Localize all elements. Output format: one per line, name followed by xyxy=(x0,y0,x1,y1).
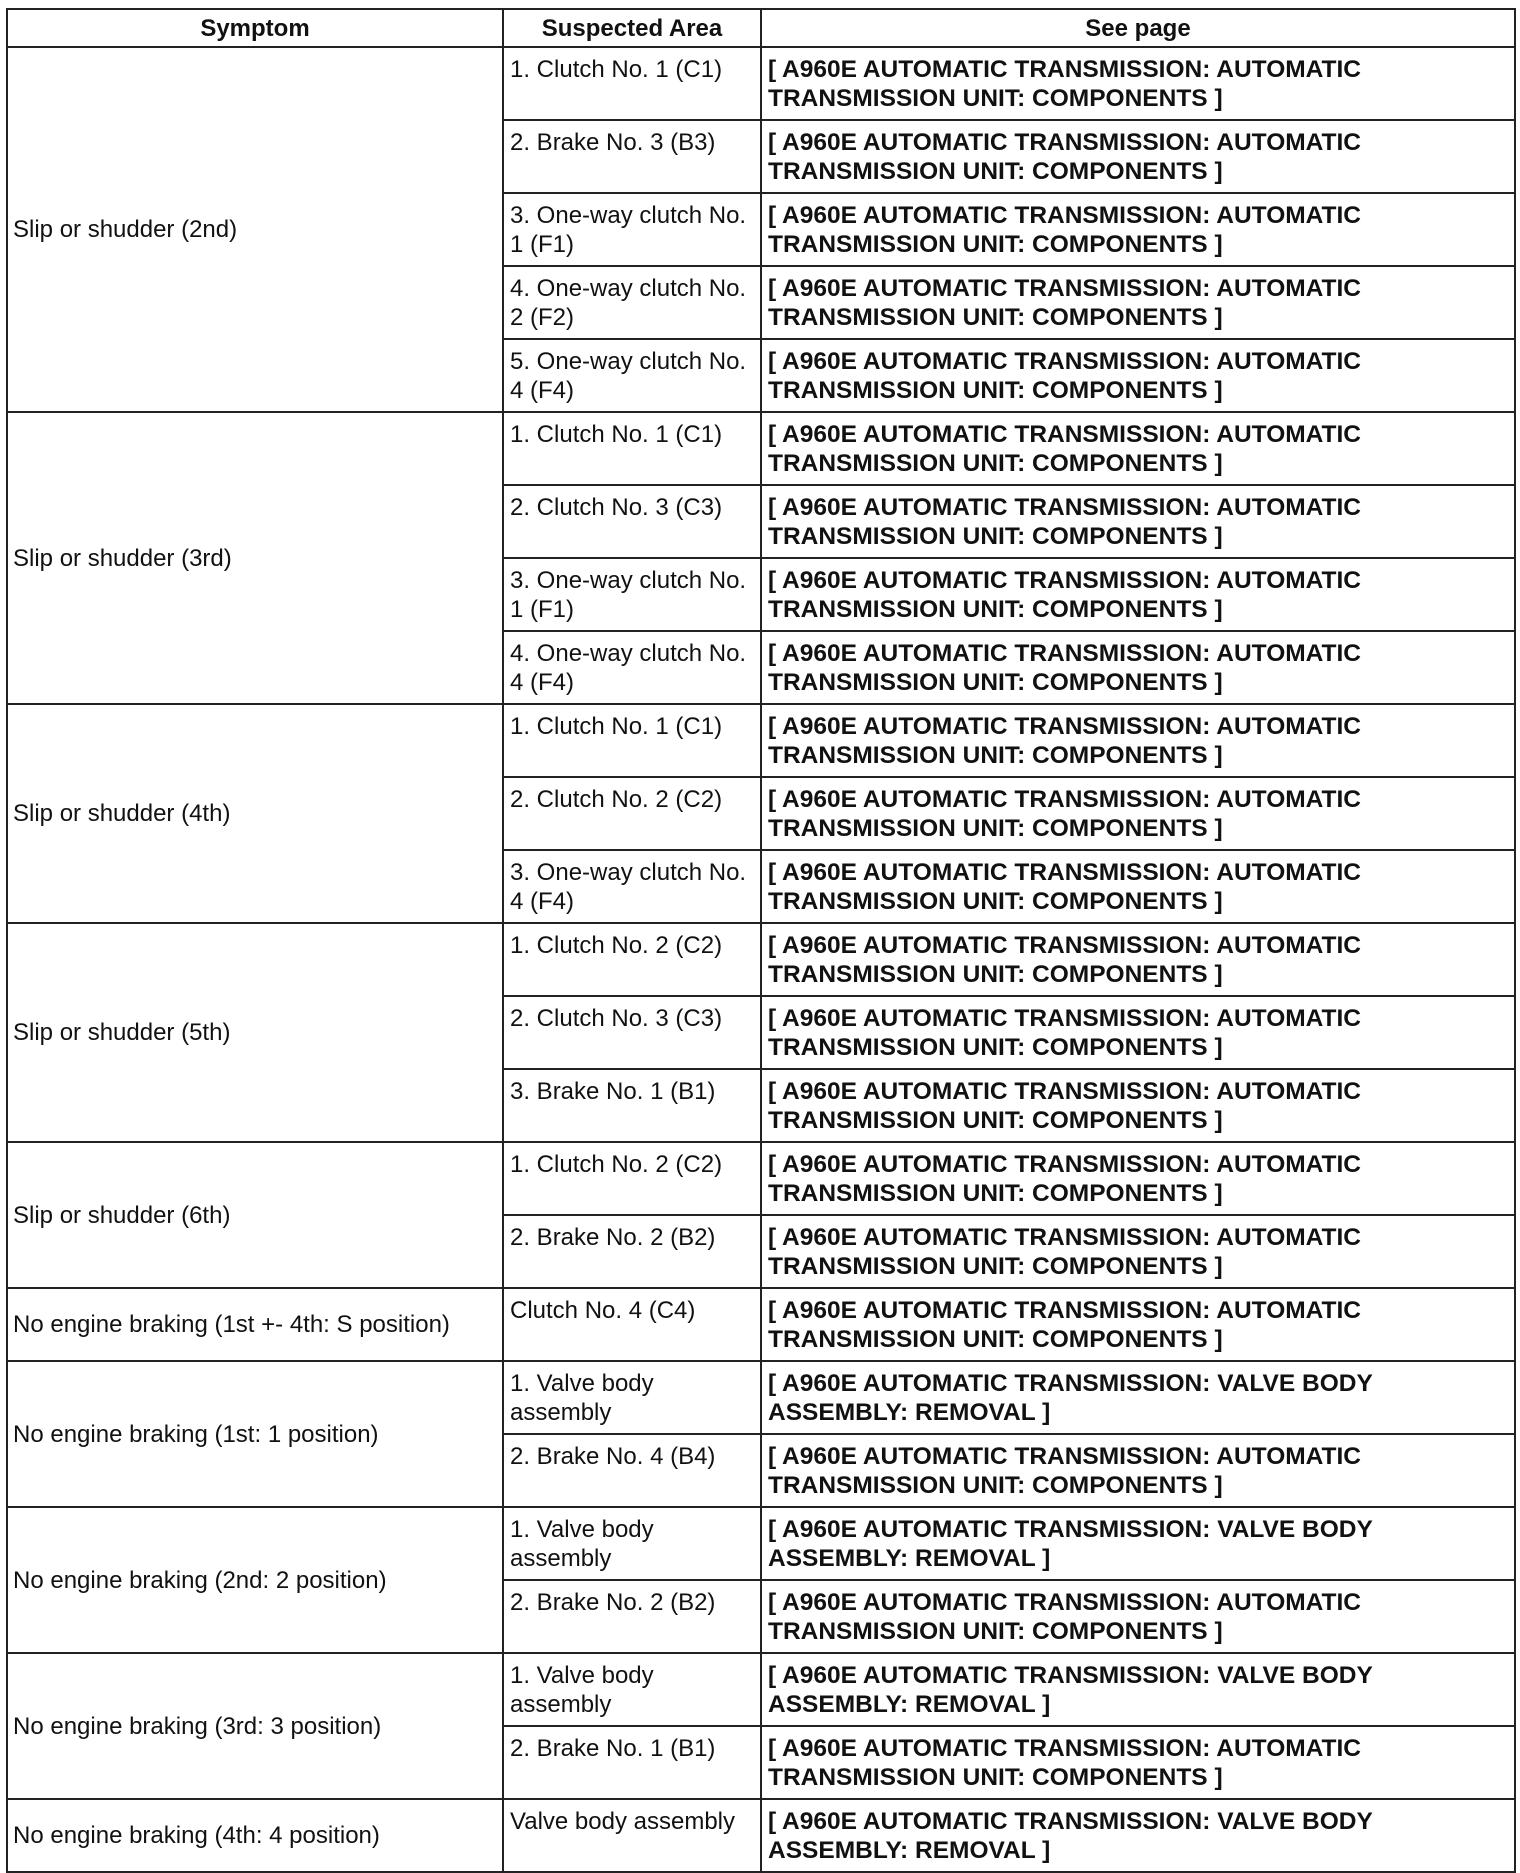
see-page-link[interactable]: [ A960E AUTOMATIC TRANSMISSION: AUTOMATIC TRANSMISSION UNIT: COMPONENTS ] xyxy=(761,1142,1515,1215)
see-page-link[interactable]: [ A960E AUTOMATIC TRANSMISSION: AUTOMATIC TRANSMISSION UNIT: COMPONENTS ] xyxy=(761,1288,1515,1361)
symptom-cell: Slip or shudder (4th) xyxy=(7,704,503,923)
suspected-area-cell: 1. Clutch No. 1 (C1) xyxy=(503,47,761,120)
suspected-area-cell: 1. Clutch No. 2 (C2) xyxy=(503,923,761,996)
see-page-link[interactable]: [ A960E AUTOMATIC TRANSMISSION: VALVE BODY ASSEMBLY: REMOVAL ] xyxy=(761,1361,1515,1434)
symptom-cell: No engine braking (1st: 1 position) xyxy=(7,1361,503,1507)
see-page-link[interactable]: [ A960E AUTOMATIC TRANSMISSION: AUTOMATIC TRANSMISSION UNIT: COMPONENTS ] xyxy=(761,704,1515,777)
suspected-area-cell: 2. Clutch No. 3 (C3) xyxy=(503,485,761,558)
table-row xyxy=(7,1799,1515,1872)
suspected-area-cell: 2. Clutch No. 2 (C2) xyxy=(503,777,761,850)
suspected-area-cell: 5. One-way clutch No. 4 (F4) xyxy=(503,339,761,412)
see-page-link[interactable]: [ A960E AUTOMATIC TRANSMISSION: VALVE BODY ASSEMBLY: REMOVAL ] xyxy=(761,1799,1515,1872)
suspected-area-cell: 1. Valve body assembly xyxy=(503,1361,761,1434)
suspected-area-cell: 2. Brake No. 1 (B1) xyxy=(503,1726,761,1799)
see-page-link[interactable]: [ A960E AUTOMATIC TRANSMISSION: AUTOMATIC TRANSMISSION UNIT: COMPONENTS ] xyxy=(761,1580,1515,1653)
header-row xyxy=(7,9,1515,47)
see-page-link[interactable]: [ A960E AUTOMATIC TRANSMISSION: AUTOMATIC TRANSMISSION UNIT: COMPONENTS ] xyxy=(761,777,1515,850)
table-row xyxy=(7,704,1515,777)
see-page-link[interactable]: [ A960E AUTOMATIC TRANSMISSION: AUTOMATIC TRANSMISSION UNIT: COMPONENTS ] xyxy=(761,47,1515,120)
see-page-link[interactable]: [ A960E AUTOMATIC TRANSMISSION: AUTOMATIC TRANSMISSION UNIT: COMPONENTS ] xyxy=(761,1069,1515,1142)
suspected-area-cell: 2. Brake No. 4 (B4) xyxy=(503,1434,761,1507)
table-row xyxy=(7,47,1515,120)
suspected-area-cell: 1. Clutch No. 2 (C2) xyxy=(503,1142,761,1215)
table-row xyxy=(7,1507,1515,1580)
table-row xyxy=(7,923,1515,996)
suspected-area-cell: 3. One-way clutch No. 4 (F4) xyxy=(503,850,761,923)
see-page-link[interactable]: [ A960E AUTOMATIC TRANSMISSION: VALVE BODY ASSEMBLY: REMOVAL ] xyxy=(761,1653,1515,1726)
suspected-area-cell: Valve body assembly xyxy=(503,1799,761,1872)
suspected-area-cell: 1. Clutch No. 1 (C1) xyxy=(503,704,761,777)
see-page-link[interactable]: [ A960E AUTOMATIC TRANSMISSION: AUTOMATIC TRANSMISSION UNIT: COMPONENTS ] xyxy=(761,193,1515,266)
see-page-link[interactable]: [ A960E AUTOMATIC TRANSMISSION: AUTOMATIC TRANSMISSION UNIT: COMPONENTS ] xyxy=(761,558,1515,631)
see-page-link[interactable]: [ A960E AUTOMATIC TRANSMISSION: AUTOMATIC TRANSMISSION UNIT: COMPONENTS ] xyxy=(761,923,1515,996)
see-page-link[interactable]: [ A960E AUTOMATIC TRANSMISSION: AUTOMATIC TRANSMISSION UNIT: COMPONENTS ] xyxy=(761,412,1515,485)
see-page-link[interactable]: [ A960E AUTOMATIC TRANSMISSION: AUTOMATIC TRANSMISSION UNIT: COMPONENTS ] xyxy=(761,266,1515,339)
see-page-link[interactable]: [ A960E AUTOMATIC TRANSMISSION: AUTOMATIC TRANSMISSION UNIT: COMPONENTS ] xyxy=(761,850,1515,923)
see-page-link[interactable]: [ A960E AUTOMATIC TRANSMISSION: AUTOMATIC TRANSMISSION UNIT: COMPONENTS ] xyxy=(761,1215,1515,1288)
symptom-cell: No engine braking (2nd: 2 position) xyxy=(7,1507,503,1653)
suspected-area-cell: 2. Brake No. 2 (B2) xyxy=(503,1580,761,1653)
suspected-area-cell: 2. Clutch No. 3 (C3) xyxy=(503,996,761,1069)
see-page-link[interactable]: [ A960E AUTOMATIC TRANSMISSION: AUTOMATIC TRANSMISSION UNIT: COMPONENTS ] xyxy=(761,485,1515,558)
see-page-link[interactable]: [ A960E AUTOMATIC TRANSMISSION: AUTOMATIC TRANSMISSION UNIT: COMPONENTS ] xyxy=(761,1434,1515,1507)
table-row xyxy=(7,1142,1515,1215)
suspected-area-cell: 1. Clutch No. 1 (C1) xyxy=(503,412,761,485)
header-see-page: See page xyxy=(761,9,1515,47)
table-row xyxy=(7,1361,1515,1434)
suspected-area-cell: 3. One-way clutch No. 1 (F1) xyxy=(503,193,761,266)
table-body xyxy=(7,47,1515,1872)
symptom-cell: No engine braking (1st +- 4th: S position) xyxy=(7,1288,503,1361)
see-page-link[interactable]: [ A960E AUTOMATIC TRANSMISSION: AUTOMATIC TRANSMISSION UNIT: COMPONENTS ] xyxy=(761,1726,1515,1799)
symptom-cell: Slip or shudder (3rd) xyxy=(7,412,503,704)
symptom-cell: No engine braking (4th: 4 position) xyxy=(7,1799,503,1872)
header-symptom: Symptom xyxy=(7,9,503,47)
suspected-area-cell: 4. One-way clutch No. 2 (F2) xyxy=(503,266,761,339)
suspected-area-cell: 4. One-way clutch No. 4 (F4) xyxy=(503,631,761,704)
suspected-area-cell: 2. Brake No. 3 (B3) xyxy=(503,120,761,193)
table-row xyxy=(7,1653,1515,1726)
suspected-area-cell: 3. Brake No. 1 (B1) xyxy=(503,1069,761,1142)
suspected-area-cell: 1. Valve body assembly xyxy=(503,1507,761,1580)
symptom-cell: No engine braking (3rd: 3 position) xyxy=(7,1653,503,1799)
see-page-link[interactable]: [ A960E AUTOMATIC TRANSMISSION: AUTOMATIC TRANSMISSION UNIT: COMPONENTS ] xyxy=(761,631,1515,704)
troubleshooting-table xyxy=(6,8,1516,1873)
symptom-cell: Slip or shudder (5th) xyxy=(7,923,503,1142)
symptom-cell: Slip or shudder (2nd) xyxy=(7,47,503,412)
see-page-link[interactable]: [ A960E AUTOMATIC TRANSMISSION: AUTOMATIC TRANSMISSION UNIT: COMPONENTS ] xyxy=(761,120,1515,193)
symptom-cell: Slip or shudder (6th) xyxy=(7,1142,503,1288)
header-suspected-area: Suspected Area xyxy=(503,9,761,47)
see-page-link[interactable]: [ A960E AUTOMATIC TRANSMISSION: AUTOMATIC TRANSMISSION UNIT: COMPONENTS ] xyxy=(761,339,1515,412)
table-row xyxy=(7,412,1515,485)
suspected-area-cell: 2. Brake No. 2 (B2) xyxy=(503,1215,761,1288)
suspected-area-cell: 1. Valve body assembly xyxy=(503,1653,761,1726)
see-page-link[interactable]: [ A960E AUTOMATIC TRANSMISSION: AUTOMATIC TRANSMISSION UNIT: COMPONENTS ] xyxy=(761,996,1515,1069)
suspected-area-cell: 3. One-way clutch No. 1 (F1) xyxy=(503,558,761,631)
table-row xyxy=(7,1288,1515,1361)
see-page-link[interactable]: [ A960E AUTOMATIC TRANSMISSION: VALVE BODY ASSEMBLY: REMOVAL ] xyxy=(761,1507,1515,1580)
suspected-area-cell: Clutch No. 4 (C4) xyxy=(503,1288,761,1361)
